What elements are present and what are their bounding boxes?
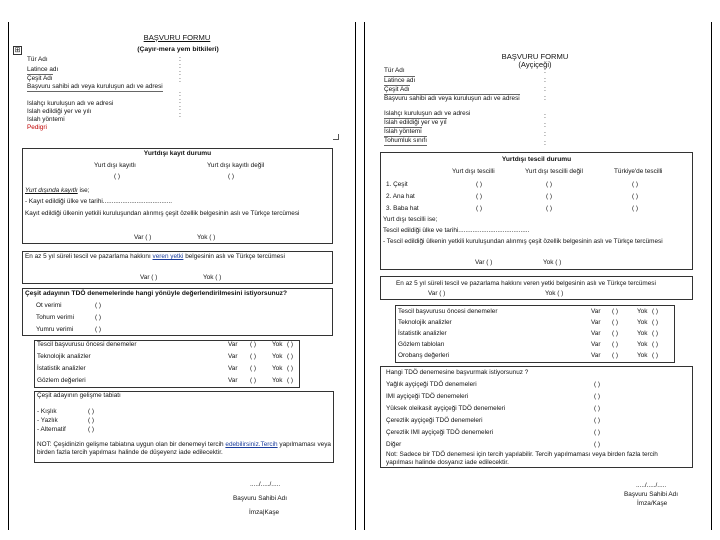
right-abroad-line2: - Tescil edildiği ülkenin yetkili kuruluşundan alınmış çeşit özellik belgesinin aslı ve Türkçe tercümesi <box>383 238 663 245</box>
left-docs-yok: Yok <box>272 377 283 384</box>
right-docs-mark[interactable]: ( ) <box>652 330 659 337</box>
left-docs-mark[interactable]: ( ) <box>250 377 257 384</box>
left-ident-row: Tür Adı <box>27 56 48 63</box>
right-trial-item: Yağlık ayçiçeği TDÖ denemeleri <box>386 381 477 388</box>
right-trial-mark[interactable]: ( ) <box>594 405 601 412</box>
right-docs-yok: Yok <box>637 352 648 359</box>
left-eval-mark[interactable]: ( ) <box>95 326 102 333</box>
right-docs-var: Var <box>591 319 601 326</box>
left-abroad-mark2[interactable]: ( ) <box>228 173 235 180</box>
right-trial-item: Çerezlik ayçiçeği TDÖ denemeleri <box>386 417 483 424</box>
right-abroad-row: 2. Ana hat <box>386 193 415 200</box>
right-trial-mark[interactable]: ( ) <box>594 393 601 400</box>
left-abroad-box <box>22 148 333 244</box>
right-ident-row: Tohumluk sınıfı <box>384 137 427 144</box>
right-abroad-mark[interactable]: ( ) <box>546 193 553 200</box>
left-docs-mark[interactable]: ( ) <box>250 353 257 360</box>
right-trial-note: Not: Sadece bir TDÖ denemesi için tercih yapılabilir. Tercih yapılmaması veya birden fazla tercih yapılması halinde dosyanız iade edilecektir. <box>386 451 658 466</box>
right-docs-mark[interactable]: ( ) <box>652 341 659 348</box>
left-corner-mark <box>333 134 339 140</box>
left-eval-mark[interactable]: ( ) <box>95 314 102 321</box>
left-docs-var: Var <box>228 341 238 348</box>
right-ident-row: Latince adı <box>384 77 416 84</box>
right-docs-mark[interactable]: ( ) <box>652 352 659 359</box>
right-license-var[interactable]: Var ( ) <box>428 290 446 297</box>
left-growth-mark[interactable]: ( ) <box>88 417 95 424</box>
right-abroad-lead: Yurt dışı tescilli ise; <box>383 216 438 223</box>
right-ident-row: Çeşit Adı <box>384 86 410 93</box>
right-ident-table <box>384 67 554 147</box>
left-growth-mark[interactable]: ( ) <box>88 408 95 415</box>
right-sign-name: Başvuru Sahibi Adı <box>624 491 678 498</box>
right-docs-yok: Yok <box>637 319 648 326</box>
left-form-title: BAŞVURU FORMU <box>143 33 211 42</box>
left-docs-mark[interactable]: ( ) <box>287 353 294 360</box>
right-docs-mark[interactable]: ( ) <box>612 319 619 326</box>
right-abroad-mark[interactable]: ( ) <box>546 181 553 188</box>
left-growth-note-b: yapılmaması veya birden fazla tercih yapılması halinde de düşeyenz iade edilecektir. <box>37 441 331 456</box>
left-docs-item: İstatistik analizler <box>37 365 86 372</box>
right-ident-row: Islah yöntemi <box>384 128 422 135</box>
left-docs-var: Var <box>228 353 238 360</box>
right-sign-dots: ...../...../..... <box>636 482 667 489</box>
right-ident-row: Islah edildiği yer ve yıl <box>384 119 447 126</box>
left-growth-item: - Yazlık <box>37 417 58 424</box>
left-ident-row: Çeşit Adı <box>27 75 53 82</box>
left-docs-yok: Yok <box>272 353 283 360</box>
right-docs-mark[interactable]: ( ) <box>652 319 659 326</box>
right-abroad-mark[interactable]: ( ) <box>476 205 483 212</box>
left-docs-mark[interactable]: ( ) <box>287 377 294 384</box>
left-growth-item: - Kışlık <box>37 408 57 415</box>
right-docs-var: Var <box>591 352 601 359</box>
left-docs-mark[interactable]: ( ) <box>250 365 257 372</box>
right-docs-var: Var <box>591 308 601 315</box>
left-eval-title: Çeşit adayının TDÖ denemelerinde hangi yönüyle değerlendirilmesini istiyorsunuz? <box>25 290 287 297</box>
right-abroad-col2: Yurt dışı tescilli değil <box>525 168 583 175</box>
right-abroad-title: Yurtdışı tescil durumu <box>501 156 572 163</box>
left-abroad-lead-italic: Yurt dışında kayıtlı <box>25 187 78 194</box>
left-sign-name: Başvuru Sahibi Adı <box>233 495 287 502</box>
left-abroad-col2: Yurt dışı kayıtlı değil <box>207 162 265 169</box>
left-license-yok[interactable]: Yok ( ) <box>203 274 222 281</box>
right-abroad-mark[interactable]: ( ) <box>476 181 483 188</box>
left-docs-var: Var <box>228 365 238 372</box>
left-growth-mark[interactable]: ( ) <box>88 426 95 433</box>
right-trial-mark[interactable]: ( ) <box>594 441 601 448</box>
left-license-text-b: belgesinin aslı ve Türkçe tercümesi <box>183 253 285 260</box>
left-abroad-col1: Yurt dışı kayıtlı <box>94 162 136 169</box>
left-abroad-title: Yurtdışı kayıt durumu <box>143 150 212 157</box>
right-trial-mark[interactable]: ( ) <box>594 417 601 424</box>
right-abroad-mark[interactable]: ( ) <box>632 193 639 200</box>
right-abroad-mark[interactable]: ( ) <box>632 205 639 212</box>
right-docs-var: Var <box>591 330 601 337</box>
right-form-subtitle: (Ayçiçeği) <box>518 60 552 69</box>
right-docs-mark[interactable]: ( ) <box>612 352 619 359</box>
left-abroad-var[interactable]: Var ( ) <box>134 234 152 241</box>
left-license-text-link: veren yetki <box>152 253 184 260</box>
right-form-title: BAŞVURU FORMU <box>501 52 569 61</box>
left-eval-item: Tohum verimi <box>36 314 74 321</box>
right-docs-yok: Yok <box>637 308 648 315</box>
left-docs-yok: Yok <box>272 365 283 372</box>
left-docs-item: Gözlem değerleri <box>37 377 86 384</box>
left-sign-dots: ...../...../..... <box>250 481 281 488</box>
right-abroad-mark[interactable]: ( ) <box>476 193 483 200</box>
left-ident-table <box>27 56 187 138</box>
right-docs-yok: Yok <box>637 330 648 337</box>
left-ident-row: Islah edildiği yer ve yılı <box>27 108 92 115</box>
left-ident-row: Islah yöntemi <box>27 116 65 123</box>
right-docs-mark[interactable]: ( ) <box>612 330 619 337</box>
right-license-yok[interactable]: Yok ( ) <box>545 290 564 297</box>
left-ident-row: Başvuru sahibi adı veya kuruluşun adı ve adresi <box>27 83 163 90</box>
right-abroad-yok[interactable]: Yok ( ) <box>543 259 562 266</box>
right-trial-item: Diğer <box>386 441 402 448</box>
left-abroad-lead-rest: ise; <box>77 187 90 194</box>
left-growth-note-a: NOT: Çeşidinizin gelişme tabiatına uygun olan bir denemeyi tercih <box>37 441 226 448</box>
left-abroad-lead <box>25 187 89 195</box>
left-eval-item: Yumru verimi <box>36 326 74 333</box>
left-docs-yok: Yok <box>272 341 283 348</box>
right-trial-title: Hangi TDÖ denemesine başvurmak istiyorsunuz ? <box>386 369 529 376</box>
left-ident-row: Islahçı kuruluşun adı ve adresi <box>27 100 114 107</box>
left-docs-mark[interactable]: ( ) <box>250 341 257 348</box>
right-docs-var: Var <box>591 341 601 348</box>
left-growth-note <box>37 441 331 457</box>
right-abroad-row: 1. Çeşit <box>386 181 408 188</box>
left-docs-item: Tescil başvurusu öncesi denemeler <box>37 341 137 348</box>
left-corner-icon: ⊞ <box>14 47 21 54</box>
right-docs-item: Orobanş değerleri <box>398 352 450 359</box>
right-trial-item: IMI ayçiçeği TDÖ denemeleri <box>386 393 469 400</box>
left-ident-row-pedigree: Pedigri <box>27 124 47 131</box>
left-abroad-yok[interactable]: Yok ( ) <box>197 234 216 241</box>
left-eval-mark[interactable]: ( ) <box>95 302 102 309</box>
left-license-var[interactable]: Var ( ) <box>140 274 158 281</box>
right-docs-yok: Yok <box>637 341 648 348</box>
left-abroad-mark1[interactable]: ( ) <box>114 173 121 180</box>
right-docs-item: İstatistik analizler <box>398 330 447 337</box>
right-trial-mark[interactable]: ( ) <box>594 381 601 388</box>
left-abroad-line1: - Kayıt edildiği ülke ve tarihi....................................... <box>25 198 173 205</box>
right-abroad-col1: Yurt dışı tescilli <box>452 168 495 175</box>
right-abroad-var[interactable]: Var ( ) <box>475 259 493 266</box>
right-docs-item: Teknolojik analizler <box>398 319 452 326</box>
right-docs-mark[interactable]: ( ) <box>652 308 659 315</box>
left-form-subtitle: (Çayır-mera yem bitkileri) <box>137 46 219 53</box>
left-docs-mark[interactable]: ( ) <box>287 341 294 348</box>
right-license-text: En az 5 yıl süreli tescil ve pazarlama hakkını veren yetki belgesinin aslı ve Türkçe tercümesi <box>396 280 656 287</box>
right-abroad-line1: Tescil edildiği ülke ve tarihi........................................ <box>383 227 530 234</box>
right-trial-mark[interactable]: ( ) <box>594 429 601 436</box>
right-docs-item: Gözlem tabloları <box>398 341 445 348</box>
left-docs-item: Teknolojik analizler <box>37 353 91 360</box>
left-eval-item: Ot verimi <box>36 302 62 309</box>
colon-mark: : : : : : : : : <box>544 68 546 147</box>
right-ident-row: Başvuru sahibi adı veya kuruluşun adı ve adresi <box>384 95 520 102</box>
left-sign-sig: İmza|Kaşe <box>249 509 280 516</box>
right-abroad-col3: Türkiye'de tescilli <box>614 168 663 175</box>
left-docs-mark[interactable]: ( ) <box>287 365 294 372</box>
right-trial-item: Yüksek oleikasit ayçiçeği TDÖ denemeleri <box>386 405 506 412</box>
right-abroad-mark[interactable]: ( ) <box>632 181 639 188</box>
right-abroad-row: 3. Baba hat <box>386 205 419 212</box>
colon-mark: : : : : : : : : <box>179 56 181 119</box>
right-trial-item: Çerezlik IMI ayçiçeği TDÖ denemeleri <box>386 429 494 436</box>
left-growth-item: - Alternatif <box>37 426 66 433</box>
left-license-text-a: En az 5 yıl süreli tescil ve pazarlama hakkını <box>25 253 153 260</box>
right-docs-mark[interactable]: ( ) <box>612 308 619 315</box>
left-license-text <box>25 253 325 261</box>
left-docs-var: Var <box>228 377 238 384</box>
right-ident-row: Islahçı kuruluşun adı ve adresi <box>384 110 471 117</box>
left-ident-row: Latince adı <box>27 66 59 73</box>
right-sign-sig: İmza/Kaşe <box>637 500 668 507</box>
left-growth-note-link: edebilirsiniz.Tercih <box>225 441 278 448</box>
left-abroad-line2: Kayıt edildiği ülkenin yetkili kuruluşundan alınmış çeşit özellik belgesinin aslı ve Türkçe tercümesi <box>25 210 300 217</box>
right-ident-row: Tür Adı <box>384 67 405 74</box>
right-abroad-mark[interactable]: ( ) <box>546 205 553 212</box>
right-docs-mark[interactable]: ( ) <box>612 341 619 348</box>
right-docs-item: Tescil başvurusu öncesi denemeler <box>398 308 498 315</box>
left-growth-title: Çeşit adayının gelişme tabiatı <box>37 392 121 399</box>
